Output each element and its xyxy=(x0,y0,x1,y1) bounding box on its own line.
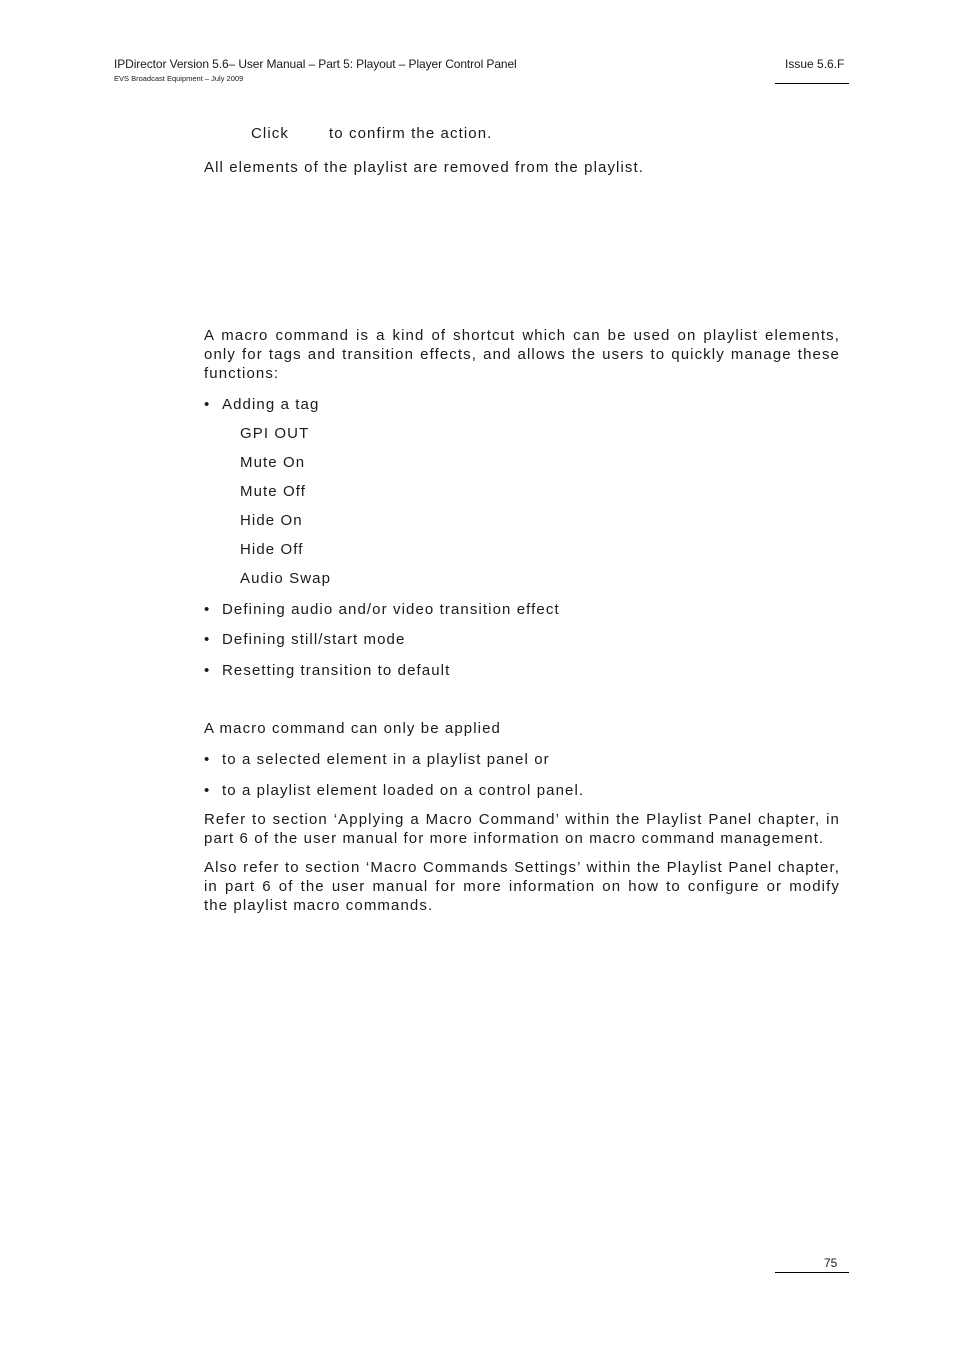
tag-item: Hide Off xyxy=(240,541,304,558)
step-click-rest: to confirm the action. xyxy=(329,125,493,142)
bullet-icon: • xyxy=(204,662,211,679)
apply-intro: A macro command can only be applied xyxy=(204,720,501,737)
step-click-word: Click xyxy=(251,125,289,142)
tag-item: GPI OUT xyxy=(240,425,310,442)
tag-item: Mute Off xyxy=(240,483,307,500)
macro-intro-paragraph: A macro command is a kind of shortcut which can be used on playlist elements, only for tags and transition effects, and allows the users to quickly manage these functions: xyxy=(204,327,840,382)
list-item-text: Defining audio and/or video transition effect xyxy=(222,601,560,618)
list-item-text: Resetting transition to default xyxy=(222,662,451,679)
removed-note: All elements of the playlist are removed from the playlist. xyxy=(204,159,645,176)
document-subtitle: EVS Broadcast Equipment – July 2009 xyxy=(114,74,244,83)
document-title: IPDirector Version 5.6– User Manual – Part 5: Playout – Player Control Panel xyxy=(114,57,517,71)
bullet-icon: • xyxy=(204,631,211,648)
refer-applying-paragraph: Refer to section ‘Applying a Macro Command’ within the Playlist Panel chapter, in part 6 of the user manual for more information on macro command management. xyxy=(204,811,840,847)
tag-item: Mute On xyxy=(240,454,306,471)
bullet-icon: • xyxy=(204,601,211,618)
issue-label: Issue 5.6.F xyxy=(785,57,845,71)
tag-item: Hide On xyxy=(240,512,303,529)
list-item-text: Adding a tag xyxy=(222,396,320,413)
header-rule xyxy=(775,83,849,84)
bullet-icon: • xyxy=(204,782,211,799)
footer-rule xyxy=(775,1272,849,1273)
refer-settings-paragraph: Also refer to section ‘Macro Commands Settings’ within the Playlist Panel chapter, in part 6 of the user manual for more information on how to configure or modify the playlist macro commands. xyxy=(204,859,840,914)
tag-item: Audio Swap xyxy=(240,570,332,587)
list-item-text: Defining still/start mode xyxy=(222,631,406,648)
list-item-text: to a playlist element loaded on a control panel. xyxy=(222,782,585,799)
bullet-icon: • xyxy=(204,751,211,768)
list-item-text: to a selected element in a playlist panel or xyxy=(222,751,550,768)
bullet-icon: • xyxy=(204,396,211,413)
page-number: 75 xyxy=(824,1256,838,1270)
